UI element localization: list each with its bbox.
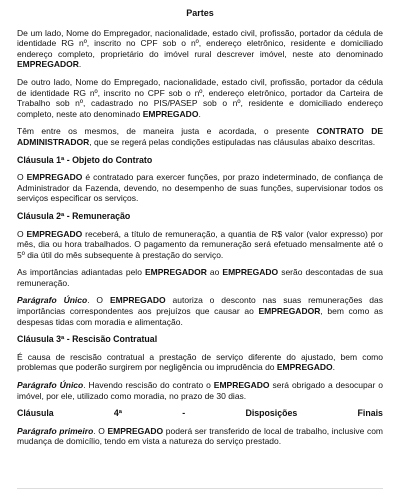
clause-3-sole-paragraph: Parágrafo Único. Havendo rescisão do contrato o EMPREGADO será obrigado a desocupar o imóvel, por ele, utilizado como moradia, no prazo de 30 dias. (17, 380, 383, 401)
party-employer-paragraph: De um lado, Nome do Empregador, nacionalidade, estado civil, profissão, portador da cédula de identidade RG nº, inscrito no CPF sob o nº, endereço eletrônico, residente e domiciliado endereço completo, proprietário do imóvel rural descrever imóvel, neste ato denominado EMPREGADOR. (17, 27, 383, 70)
agreement-paragraph: Têm entre os mesmos, de maneira justa e acordada, o presente CONTRATO DE ADMINISTRADOR, que se regerá pelas condições estipuladas nas cláusulas abaixo descritas. (17, 126, 383, 147)
clause-4-heading: Cláusula 4ª - Disposições Finais (17, 408, 383, 419)
clause-1-paragraph: O EMPREGADO é contratado para exercer funções, por prazo indeterminado, de confiança de Administrador da Fazenda, devendo, no desempenho de suas funções, supervisionar todos os serviços especificar os serviços. (17, 172, 383, 204)
clause-2-paragraph-1: O EMPREGADO receberá, a título de remuneração, a quantia de R$ valor (valor expresso) por mês, dia ou hora trabalhados. O pagamento da remuneração será efetuado mensalmente até o 5º dia útil do mês subsequente à prestação do serviço. (17, 228, 383, 260)
document-title: Partes (186, 8, 214, 18)
clause-3-paragraph: É causa de rescisão contratual a prestação de serviço diferente do ajustado, bem como problemas que poderão surgirem por negligência ou imprudência do EMPREGADO. (17, 351, 383, 373)
clause-2-sole-paragraph: Parágrafo Único. O EMPREGADO autoriza o desconto nas suas remunerações das importâncias correspondentes aos prejuízos que causar ao EMPREGADOR, bem como as despesas tidas com moradia e alimentação. (17, 295, 384, 327)
clause-2-paragraph-2: As importâncias adiantadas pelo EMPREGADOR ao EMPREGADO serão descontadas de sua remuneração. (17, 267, 383, 288)
clause-4-first-paragraph: Parágrafo primeiro. O EMPREGADO poderá ser transferido de local de trabalho, inclusive com mudança de domicílio, tendo em vista a natureza do serviço prestado. (17, 425, 384, 447)
page-fade-divider (17, 488, 383, 489)
clause-2-heading: Cláusula 2ª - Remuneração (17, 210, 131, 221)
party-employee-paragraph: De outro lado, Nome do Empregado, nacionalidade, estado civil, profissão, portador da cédula de identidade RG nº, inscrito no CPF sob o nº, endereço eletrônico, portador da Carteira de Trabalho sob nº, cadastrado no PIS/PASEP sob o nº, residente e domiciliado endereço completo, neste ato denominado EMPREGADO. (17, 76, 383, 119)
clause-3-heading: Cláusula 3ª - Rescisão Contratual (17, 334, 158, 345)
clause-1-heading: Cláusula 1ª - Objeto do Contrato (17, 154, 153, 165)
